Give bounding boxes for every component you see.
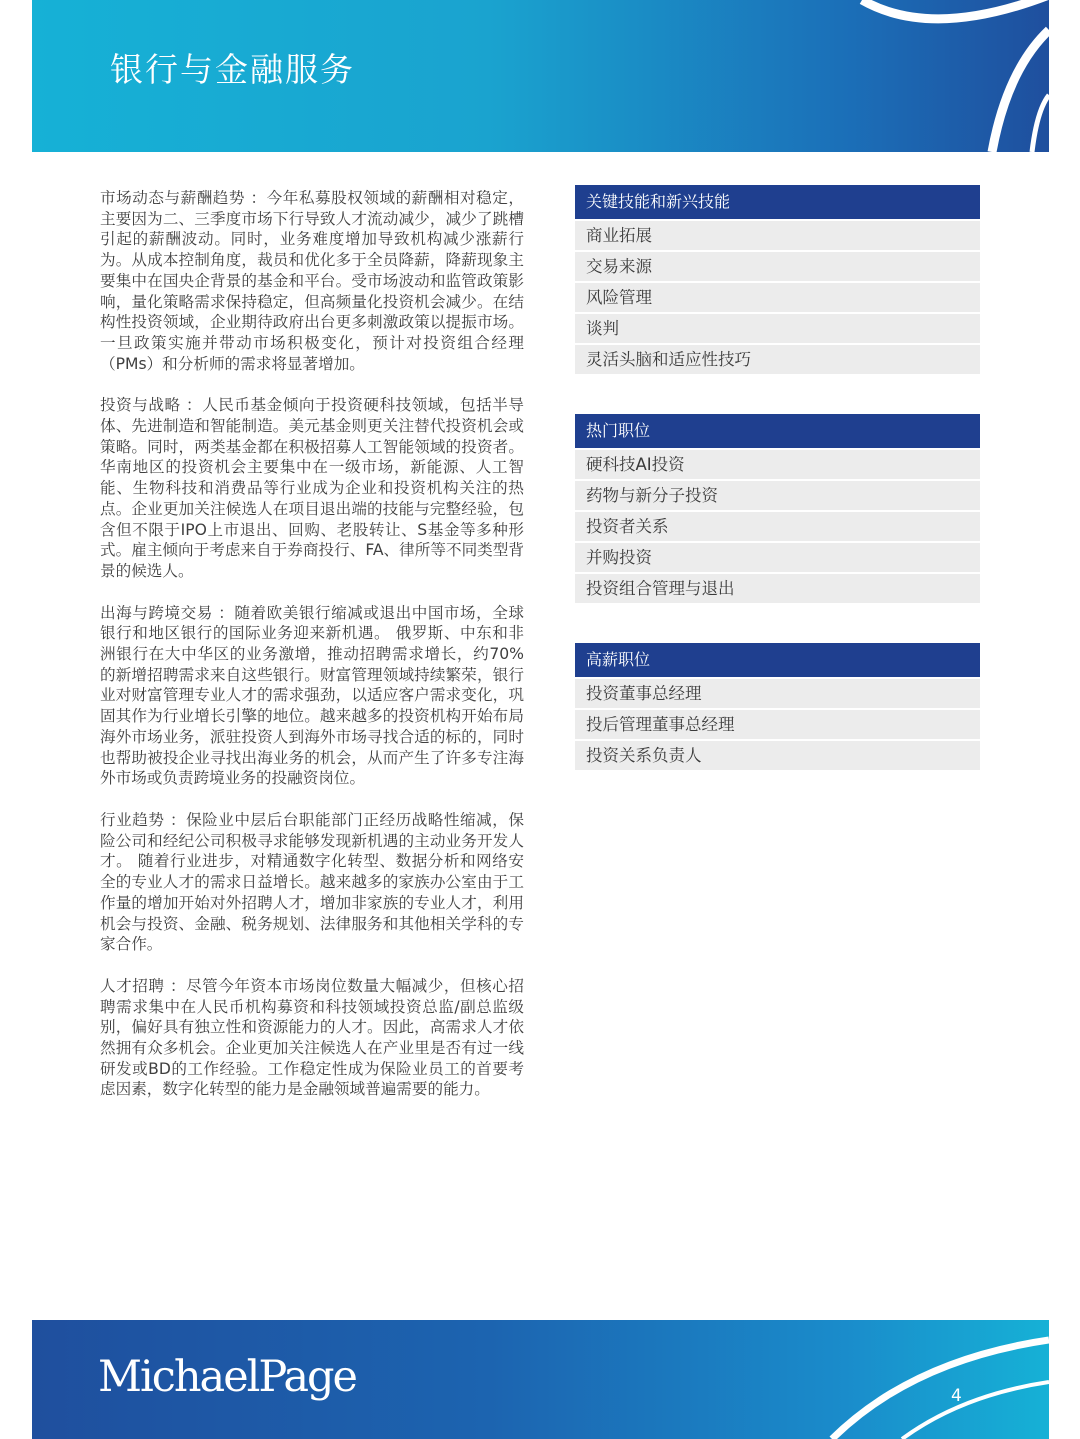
box-item: 投资关系负责人	[575, 741, 980, 770]
box-item: 风险管理	[575, 283, 980, 312]
header-band	[32, 0, 1049, 152]
box-item: 谈判	[575, 314, 980, 343]
footer-band	[32, 1320, 1049, 1439]
paragraph-market-dynamics: 市场动态与薪酬趋势 ：今年私募股权领域的薪酬相对稳定，主要因为二、三季度市场下行导致人才流动减少，减少了跳槽引起的薪酬波动。同时，业务难度增加导致机构减少涨薪行为。从成本控制角度，裁员和优化多于全员降薪，降薪现象主要集中在国央企背景的基金和平台。受市场波动和监管政策影响，量化策略需求保持稳定，但高频量化投资机会减少。在结构性投资领域，企业期待政府出台更多刺激政策以提振市场。一旦政策实施并带动市场积极变化，预计对投资组合经理（PMs）和分析师的需求将显著增加。	[100, 189, 524, 373]
paragraph-investment-strategy: 投资与战略 ：人民币基金倾向于投资硬科技领域，包括半导体、先进制造和智能制造。美元基金则更关注替代投资机会或策略。同时，两类基金都在积极招募人工智能领域的投资者。华南地区的投资机会主要集中在一级市场，新能源、人工智能、生物科技和消费品等行业成为企业和投资机构关注的热点。企业更加关注候选人在项目退出端的技能与完整经验，包含但不限于IPO上市退出、回购、老股转让、S基金等多种形式。雇主倾向于考虑来自于券商投行、FA、律所等不同类型背景的候选人。	[100, 396, 524, 580]
box-item: 投资者关系	[575, 512, 980, 541]
box-title: 热门职位	[575, 414, 980, 448]
paragraph-cross-border: 出海与跨境交易 ：随着欧美银行缩减或退出中国市场，全球银行和地区银行的国际业务迎来新机遇。 俄罗斯、中东和非洲银行在大中华区的业务激增，推动招聘需求增长，约70%的新增招聘需求来自这些银行。财富管理领域持续繁荣，银行业对财富管理专业人才的需求强劲，以适应客户需求变化，巩固其作为行业增长引擎的地位。越来越多的投资机构开始布局海外市场业务，派驻投资人到海外市场寻找合适的标的，同时也帮助被投企业寻找出海业务的机会，从而产生了许多专注海外市场或负责跨境业务的投融资岗位。	[100, 603, 524, 788]
box-item: 硬科技AI投资	[575, 450, 980, 479]
box-high-salary-positions	[575, 643, 980, 772]
box-hot-positions	[575, 414, 980, 605]
michael-page-logo: MichaelPage	[98, 1352, 357, 1402]
box-item: 投资组合管理与退出	[575, 574, 980, 603]
page-number: 4	[951, 1386, 962, 1406]
page-title: 银行与金融服务	[110, 50, 355, 89]
box-item: 药物与新分子投资	[575, 481, 980, 510]
box-item: 投资董事总经理	[575, 679, 980, 708]
box-item: 灵活头脑和适应性技巧	[575, 345, 980, 374]
box-key-skills	[575, 185, 980, 376]
box-title: 高薪职位	[575, 643, 980, 677]
box-item: 投后管理董事总经理	[575, 710, 980, 739]
box-title: 关键技能和新兴技能	[575, 185, 980, 219]
paragraph-talent-recruitment: 人才招聘 ：尽管今年资本市场岗位数量大幅减少，但核心招聘需求集中在人民币机构募资和科技领域投资总监/副总监级别，偏好具有独立性和资源能力的人才。因此，高需求人才依然拥有众多机会。企业更加关注候选人在产业里是否有过一线研发或BD的工作经验。工作稳定性成为保险业员工的首要考虑因素，数字化转型的能力是金融领域普遍需要的能力。	[100, 976, 524, 1099]
body-text-column	[100, 188, 524, 1121]
box-item: 商业拓展	[575, 221, 980, 250]
box-item: 并购投资	[575, 543, 980, 572]
paragraph-industry-trends: 行业趋势 ：保险业中层后台职能部门正经历战略性缩减，保险公司和经纪公司积极寻求能够发现新机遇的主动业务开发人才。 随着行业进步，对精通数字化转型、数据分析和网络安全的专业人才的需求日益增长。越来越多的家族办公室由于工作量的增加开始对外招聘人才，增加非家族的专业人才，利用机会与投资、金融、税务规划、法律服务和其他相关学科的专家合作。	[100, 810, 524, 954]
box-item: 交易来源	[575, 252, 980, 281]
